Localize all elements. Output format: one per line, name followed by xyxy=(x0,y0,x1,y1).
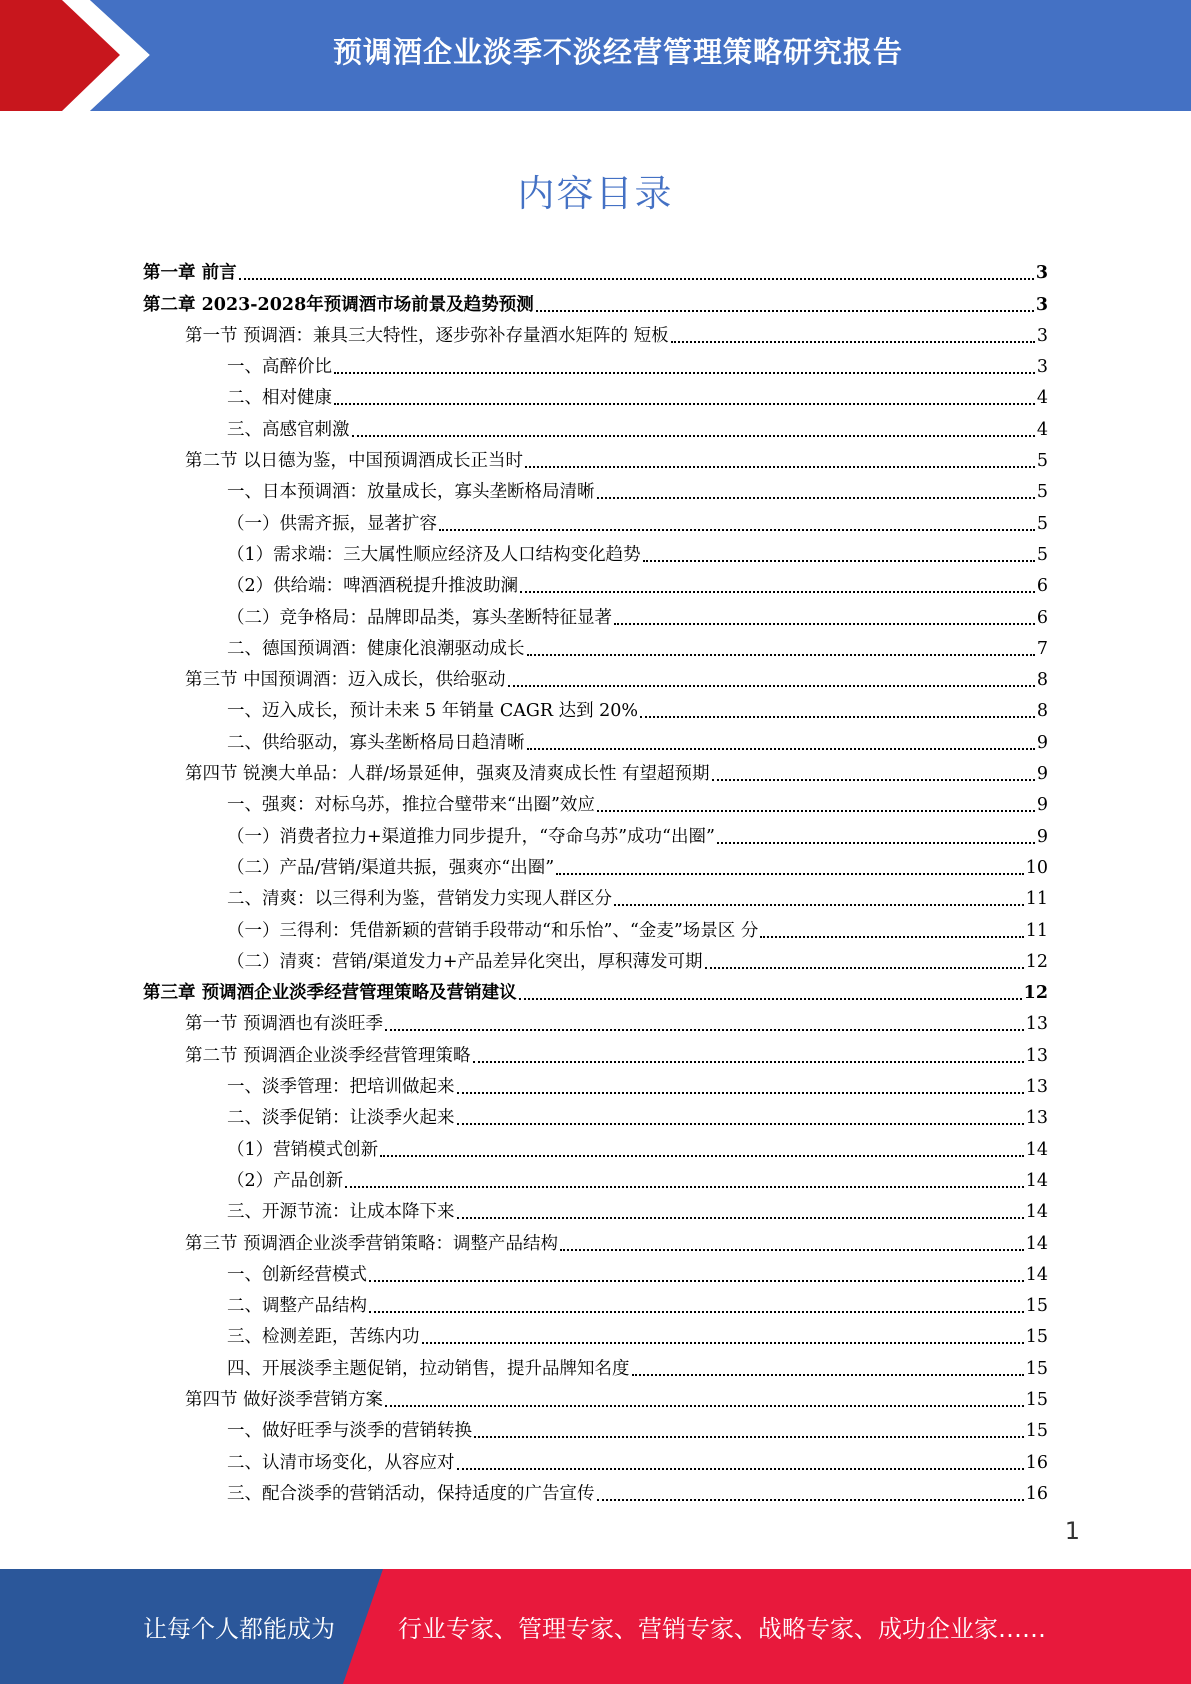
toc-leader-dots xyxy=(519,984,1022,1000)
toc-entry-text: 二、德国预调酒：健康化浪潮驱动成长 xyxy=(227,638,525,659)
toc-leader-dots xyxy=(457,1078,1024,1094)
toc-entry[interactable] xyxy=(143,409,1048,440)
toc-entry-page: 4 xyxy=(1036,419,1048,440)
toc-leader-dots xyxy=(385,1391,1024,1407)
toc-entry[interactable] xyxy=(143,785,1048,816)
toc-entry-page: 11 xyxy=(1025,889,1048,910)
toc-entry-text: 三、开源节流：让成本降下来 xyxy=(227,1202,455,1223)
toc-entry[interactable] xyxy=(143,1474,1048,1505)
toc-entry-text: 第三节 中国预调酒：迈入成长，供给驱动 xyxy=(185,670,506,691)
toc-entry-text: （1）营销模式创新 xyxy=(227,1139,379,1160)
toc-entry-text: （一）消费者拉力+渠道推力同步提升，“夺命乌苏”成功“出圈” xyxy=(227,826,715,847)
toc-leader-dots xyxy=(334,389,1035,405)
toc-entry-text: 二、认清市场变化，从容应对 xyxy=(227,1452,455,1473)
toc-entry[interactable] xyxy=(143,1035,1048,1066)
toc-entry-page: 12 xyxy=(1025,951,1048,972)
toc-entry[interactable] xyxy=(143,378,1048,409)
toc-entry-page: 11 xyxy=(1025,920,1048,941)
toc-leader-dots xyxy=(439,515,1035,531)
toc-leader-dots xyxy=(632,1360,1024,1376)
toc-entry-page: 13 xyxy=(1025,1077,1048,1098)
toc-entry-page: 5 xyxy=(1036,451,1048,472)
toc-entry[interactable] xyxy=(143,1098,1048,1129)
toc-entry-text: 一、迈入成长，预计未来 5 年销量 CAGR 达到 20% xyxy=(227,701,639,722)
toc-leader-dots xyxy=(422,1328,1024,1344)
toc-entry-text: 第一节 预调酒：兼具三大特性，逐步弥补存量酒水矩阵的 短板 xyxy=(185,325,669,346)
toc-entry-text: 一、创新经营模式 xyxy=(227,1264,367,1285)
toc-entry-page: 14 xyxy=(1025,1264,1048,1285)
toc-entry-page: 3 xyxy=(1036,325,1048,346)
report-title: 预调酒企业淡季不淡经营管理策略研究报告 xyxy=(332,34,903,69)
toc-entry[interactable] xyxy=(143,1129,1048,1160)
header-band xyxy=(0,0,1191,111)
toc-entry[interactable] xyxy=(143,691,1048,722)
toc-entry-text: 第一章 前言 xyxy=(143,263,237,284)
toc-leader-dots xyxy=(560,1235,1024,1251)
toc-entry-text: 二、相对健康 xyxy=(227,388,332,409)
toc-entry-page: 5 xyxy=(1036,513,1048,534)
toc-leader-dots xyxy=(508,671,1035,687)
toc-entry-page: 3 xyxy=(1036,357,1048,378)
table-of-contents xyxy=(143,253,1048,1505)
toc-entry[interactable] xyxy=(143,347,1048,378)
toc-entry[interactable] xyxy=(143,1380,1048,1411)
toc-leader-dots xyxy=(525,452,1035,468)
toc-entry-page: 12 xyxy=(1023,983,1048,1004)
toc-entry[interactable] xyxy=(143,1411,1048,1442)
toc-leader-dots xyxy=(614,890,1024,906)
toc-entry[interactable] xyxy=(143,754,1048,785)
toc-leader-dots xyxy=(369,1297,1024,1313)
toc-entry-text: 一、日本预调酒：放量成长，寡头垄断格局清晰 xyxy=(227,482,595,503)
toc-entry[interactable] xyxy=(143,1286,1048,1317)
toc-entry-page: 15 xyxy=(1025,1327,1048,1348)
toc-entry-page: 14 xyxy=(1025,1139,1048,1160)
toc-entry-page: 15 xyxy=(1025,1421,1048,1442)
toc-leader-dots xyxy=(473,1047,1024,1063)
toc-entry-text: 第二节 预调酒企业淡季经营管理策略 xyxy=(185,1045,471,1066)
toc-entry-text: 第四节 锐澳大单品：人群/场景延伸，强爽及清爽成长性 有望超预期 xyxy=(185,764,710,785)
toc-entry-page: 13 xyxy=(1025,1014,1048,1035)
toc-leader-dots xyxy=(556,859,1024,875)
toc-entry-text: （2）供给端：啤酒酒税提升推波助澜 xyxy=(227,576,519,597)
toc-entry-page: 4 xyxy=(1036,388,1048,409)
toc-entry-text: 一、高醉价比 xyxy=(227,357,332,378)
toc-entry-page: 8 xyxy=(1036,701,1048,722)
toc-entry[interactable] xyxy=(143,1223,1048,1254)
toc-title: 内容目录 xyxy=(517,172,674,215)
toc-entry-text: （二）竞争格局：品牌即品类，寡头垄断特征显著 xyxy=(227,607,612,628)
toc-entry-page: 6 xyxy=(1036,576,1048,597)
toc-entry-page: 9 xyxy=(1036,764,1048,785)
toc-entry-text: 第二章 2023-2028年预调酒市场前景及趋势预测 xyxy=(143,294,534,315)
toc-entry-page: 7 xyxy=(1036,638,1048,659)
toc-entry[interactable] xyxy=(143,597,1048,628)
toc-leader-dots xyxy=(760,922,1023,938)
toc-entry-page: 16 xyxy=(1025,1483,1048,1504)
toc-entry-page: 3 xyxy=(1035,294,1048,315)
toc-leader-dots xyxy=(380,1141,1024,1157)
toc-entry[interactable] xyxy=(143,848,1048,879)
toc-entry-page: 15 xyxy=(1025,1389,1048,1410)
toc-entry[interactable] xyxy=(143,472,1048,503)
toc-entry[interactable] xyxy=(143,1004,1048,1035)
toc-entry-text: 第三节 预调酒企业淡季营销策略：调整产品结构 xyxy=(185,1233,559,1254)
toc-entry[interactable] xyxy=(143,503,1048,534)
toc-entry-text: 第三章 预调酒企业淡季经营管理策略及营销建议 xyxy=(143,983,517,1004)
toc-leader-dots xyxy=(334,358,1035,374)
toc-entry-text: 四、开展淡季主题促销，拉动销售，提升品牌知名度 xyxy=(227,1358,630,1379)
toc-entry[interactable] xyxy=(143,1192,1048,1223)
toc-leader-dots xyxy=(345,1172,1024,1188)
toc-entry-text: 一、淡季管理：把培训做起来 xyxy=(227,1077,455,1098)
toc-entry[interactable] xyxy=(143,1161,1048,1192)
toc-leader-dots xyxy=(712,765,1035,781)
toc-entry[interactable] xyxy=(143,660,1048,691)
toc-entry-page: 13 xyxy=(1025,1108,1048,1129)
toc-entry-text: （2）产品创新 xyxy=(227,1170,344,1191)
toc-entry-text: 二、清爽：以三得利为鉴，营销发力实现人群区分 xyxy=(227,889,612,910)
toc-entry-page: 9 xyxy=(1036,732,1048,753)
toc-leader-dots xyxy=(597,483,1035,499)
toc-entry-text: 二、调整产品结构 xyxy=(227,1296,367,1317)
toc-entry[interactable] xyxy=(143,535,1048,566)
toc-entry-page: 13 xyxy=(1025,1045,1048,1066)
toc-entry-page: 3 xyxy=(1035,263,1048,284)
toc-entry[interactable] xyxy=(143,253,1048,284)
toc-entry[interactable] xyxy=(143,316,1048,347)
toc-entry-text: 三、配合淡季的营销活动，保持适度的广告宣传 xyxy=(227,1483,595,1504)
toc-entry[interactable] xyxy=(143,879,1048,910)
toc-entry-page: 16 xyxy=(1025,1452,1048,1473)
toc-leader-dots xyxy=(385,1015,1024,1031)
toc-entry[interactable] xyxy=(143,284,1048,315)
footer-slogan-left: 让每个人都能成为 xyxy=(143,1615,335,1643)
toc-entry-page: 8 xyxy=(1036,670,1048,691)
toc-entry-text: 第四节 做好淡季营销方案 xyxy=(185,1389,384,1410)
toc-entry-page: 15 xyxy=(1025,1296,1048,1317)
toc-leader-dots xyxy=(597,796,1035,812)
toc-leader-dots xyxy=(643,546,1035,562)
toc-entry-page: 10 xyxy=(1025,857,1048,878)
toc-leader-dots xyxy=(671,327,1035,343)
toc-entry-text: （二）清爽：营销/渠道发力+产品差异化突出，厚积薄发可期 xyxy=(227,951,703,972)
toc-entry-text: 一、强爽：对标乌苏，推拉合璧带来“出圈”效应 xyxy=(227,795,595,816)
toc-leader-dots xyxy=(717,828,1035,844)
toc-leader-dots xyxy=(474,1422,1024,1438)
toc-entry[interactable] xyxy=(143,1442,1048,1473)
toc-entry-page: 14 xyxy=(1025,1233,1048,1254)
toc-leader-dots xyxy=(597,1485,1024,1501)
toc-entry-text: 二、淡季促销：让淡季火起来 xyxy=(227,1108,455,1129)
toc-leader-dots xyxy=(520,577,1035,593)
toc-entry-text: （1）需求端：三大属性顺应经济及人口结构变化趋势 xyxy=(227,544,641,565)
toc-entry-text: （一）供需齐振，显著扩容 xyxy=(227,513,437,534)
toc-entry[interactable] xyxy=(143,910,1048,941)
toc-entry-page: 9 xyxy=(1036,795,1048,816)
toc-entry[interactable] xyxy=(143,566,1048,597)
toc-leader-dots xyxy=(457,1454,1024,1470)
toc-leader-dots xyxy=(527,734,1035,750)
toc-entry[interactable] xyxy=(143,973,1048,1004)
footer-band xyxy=(0,1569,1191,1684)
toc-entry-page: 5 xyxy=(1036,544,1048,565)
page-number: 1 xyxy=(1064,1517,1080,1545)
toc-entry[interactable] xyxy=(143,1317,1048,1348)
toc-entry-text: 三、高感官刺激 xyxy=(227,419,350,440)
toc-entry-text: 三、检测差距，苦练内功 xyxy=(227,1327,420,1348)
toc-entry-text: （二）产品/营销/渠道共振，强爽亦“出圈” xyxy=(227,857,555,878)
toc-leader-dots xyxy=(614,609,1035,625)
toc-leader-dots xyxy=(527,640,1035,656)
toc-entry[interactable] xyxy=(143,1067,1048,1098)
toc-entry-page: 9 xyxy=(1036,826,1048,847)
toc-entry[interactable] xyxy=(143,629,1048,660)
toc-entry[interactable] xyxy=(143,1255,1048,1286)
toc-entry-page: 14 xyxy=(1025,1202,1048,1223)
toc-entry-text: 一、做好旺季与淡季的营销转换 xyxy=(227,1421,472,1442)
toc-entry[interactable] xyxy=(143,816,1048,847)
toc-entry-page: 15 xyxy=(1025,1358,1048,1379)
toc-leader-dots xyxy=(705,953,1024,969)
footer-slogan-right: 行业专家、管理专家、营销专家、战略专家、成功企业家…… xyxy=(398,1615,1046,1643)
toc-entry-text: 第二节 以日德为鉴，中国预调酒成长正当时 xyxy=(185,451,524,472)
toc-leader-dots xyxy=(536,296,1034,312)
toc-leader-dots xyxy=(640,702,1035,718)
toc-entry-page: 14 xyxy=(1025,1170,1048,1191)
toc-entry[interactable] xyxy=(143,441,1048,472)
toc-leader-dots xyxy=(457,1109,1024,1125)
toc-entry-text: （一）三得利：凭借新颖的营销手段带动“和乐怡”、“金麦”场景区 分 xyxy=(227,920,759,941)
toc-leader-dots xyxy=(369,1266,1024,1282)
toc-leader-dots xyxy=(457,1203,1024,1219)
toc-entry-page: 5 xyxy=(1036,482,1048,503)
toc-entry[interactable] xyxy=(143,722,1048,753)
toc-leader-dots xyxy=(352,421,1035,437)
toc-entry-text: 第一节 预调酒也有淡旺季 xyxy=(185,1014,384,1035)
toc-entry-text: 二、供给驱动，寡头垄断格局日趋清晰 xyxy=(227,732,525,753)
toc-leader-dots xyxy=(239,264,1034,280)
toc-entry[interactable] xyxy=(143,942,1048,973)
toc-entry[interactable] xyxy=(143,1348,1048,1379)
toc-entry-page: 6 xyxy=(1036,607,1048,628)
